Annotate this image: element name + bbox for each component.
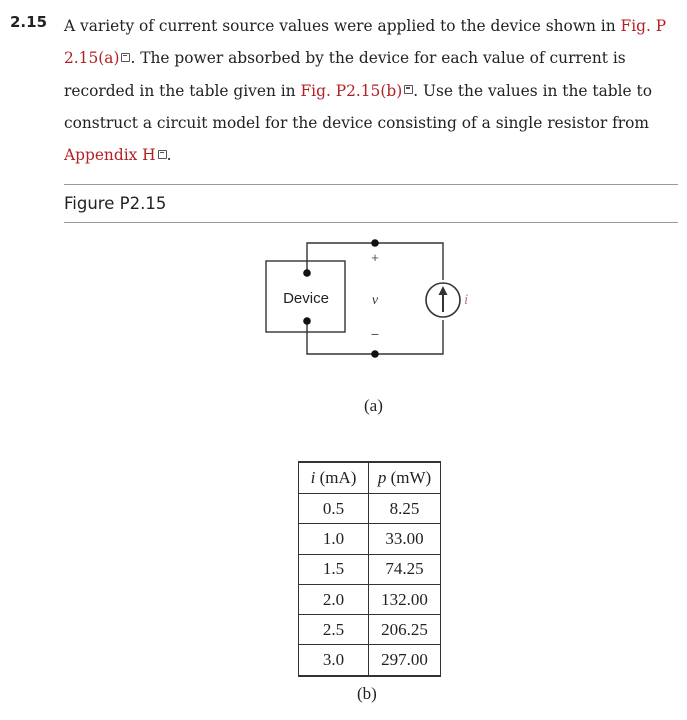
current-cell: 3.0 xyxy=(299,645,369,676)
figure-top-rule xyxy=(64,184,678,185)
caption-b: (b) xyxy=(357,684,377,703)
link-appendix-h[interactable]: Appendix H xyxy=(64,146,156,165)
device-terminal-top xyxy=(303,269,311,277)
current-cell: 1.0 xyxy=(299,524,369,554)
table-row xyxy=(299,494,441,524)
problem-text-part-3: . Use the values in the table to construct a circuit model for the device consisting of a single resistor from xyxy=(64,81,652,132)
current-cell: 1.5 xyxy=(299,554,369,584)
header-power: p (mW) xyxy=(369,462,441,494)
problem-text-part-4: . xyxy=(166,146,172,165)
external-link-icon[interactable] xyxy=(404,85,413,94)
current-cell: 2.5 xyxy=(299,615,369,645)
table-row xyxy=(299,615,441,645)
device-terminal-bottom xyxy=(303,317,311,325)
current-arrow-head xyxy=(439,286,448,295)
header-current: i (mA) xyxy=(299,462,369,494)
problem-text-part-1: A variety of current source values were applied to the device shown in xyxy=(64,17,621,35)
power-cell: 33.00 xyxy=(369,524,441,554)
node-top xyxy=(371,239,379,247)
power-cell: 8.25 xyxy=(369,494,441,524)
power-cell: 132.00 xyxy=(369,584,441,614)
plus-sign: + xyxy=(371,250,379,265)
minus-sign: − xyxy=(370,326,380,342)
problem-statement xyxy=(64,10,684,171)
external-link-icon[interactable] xyxy=(121,53,130,62)
table-header-row xyxy=(299,462,441,494)
current-cell: 0.5 xyxy=(299,494,369,524)
figure-label: Figure P2.15 xyxy=(64,194,167,213)
problem-text-part-2: . The power absorbed by the device for each value of current is recorded in the table given in xyxy=(64,49,626,100)
table-row xyxy=(299,554,441,584)
voltage-label: v xyxy=(371,293,379,308)
problem-number: 2.15 xyxy=(10,13,48,31)
device-label: Device xyxy=(283,290,329,307)
table-row xyxy=(299,524,441,554)
caption-a: (a) xyxy=(364,396,383,415)
table-row xyxy=(299,645,441,676)
link-figure-b[interactable]: Fig. P2.15(b) xyxy=(300,81,403,100)
power-cell: 74.25 xyxy=(369,554,441,584)
figure-bottom-rule xyxy=(64,222,678,223)
circuit-diagram xyxy=(260,232,490,362)
link-figure-a[interactable]: Fig. P 2.15(a) xyxy=(64,17,667,68)
external-link-icon[interactable] xyxy=(158,150,167,159)
table-row xyxy=(299,584,441,614)
node-bottom xyxy=(371,350,379,358)
power-cell: 206.25 xyxy=(369,615,441,645)
current-cell: 2.0 xyxy=(299,584,369,614)
power-cell: 297.00 xyxy=(369,645,441,676)
data-table xyxy=(298,461,441,677)
source-current-label: i xyxy=(464,292,469,308)
